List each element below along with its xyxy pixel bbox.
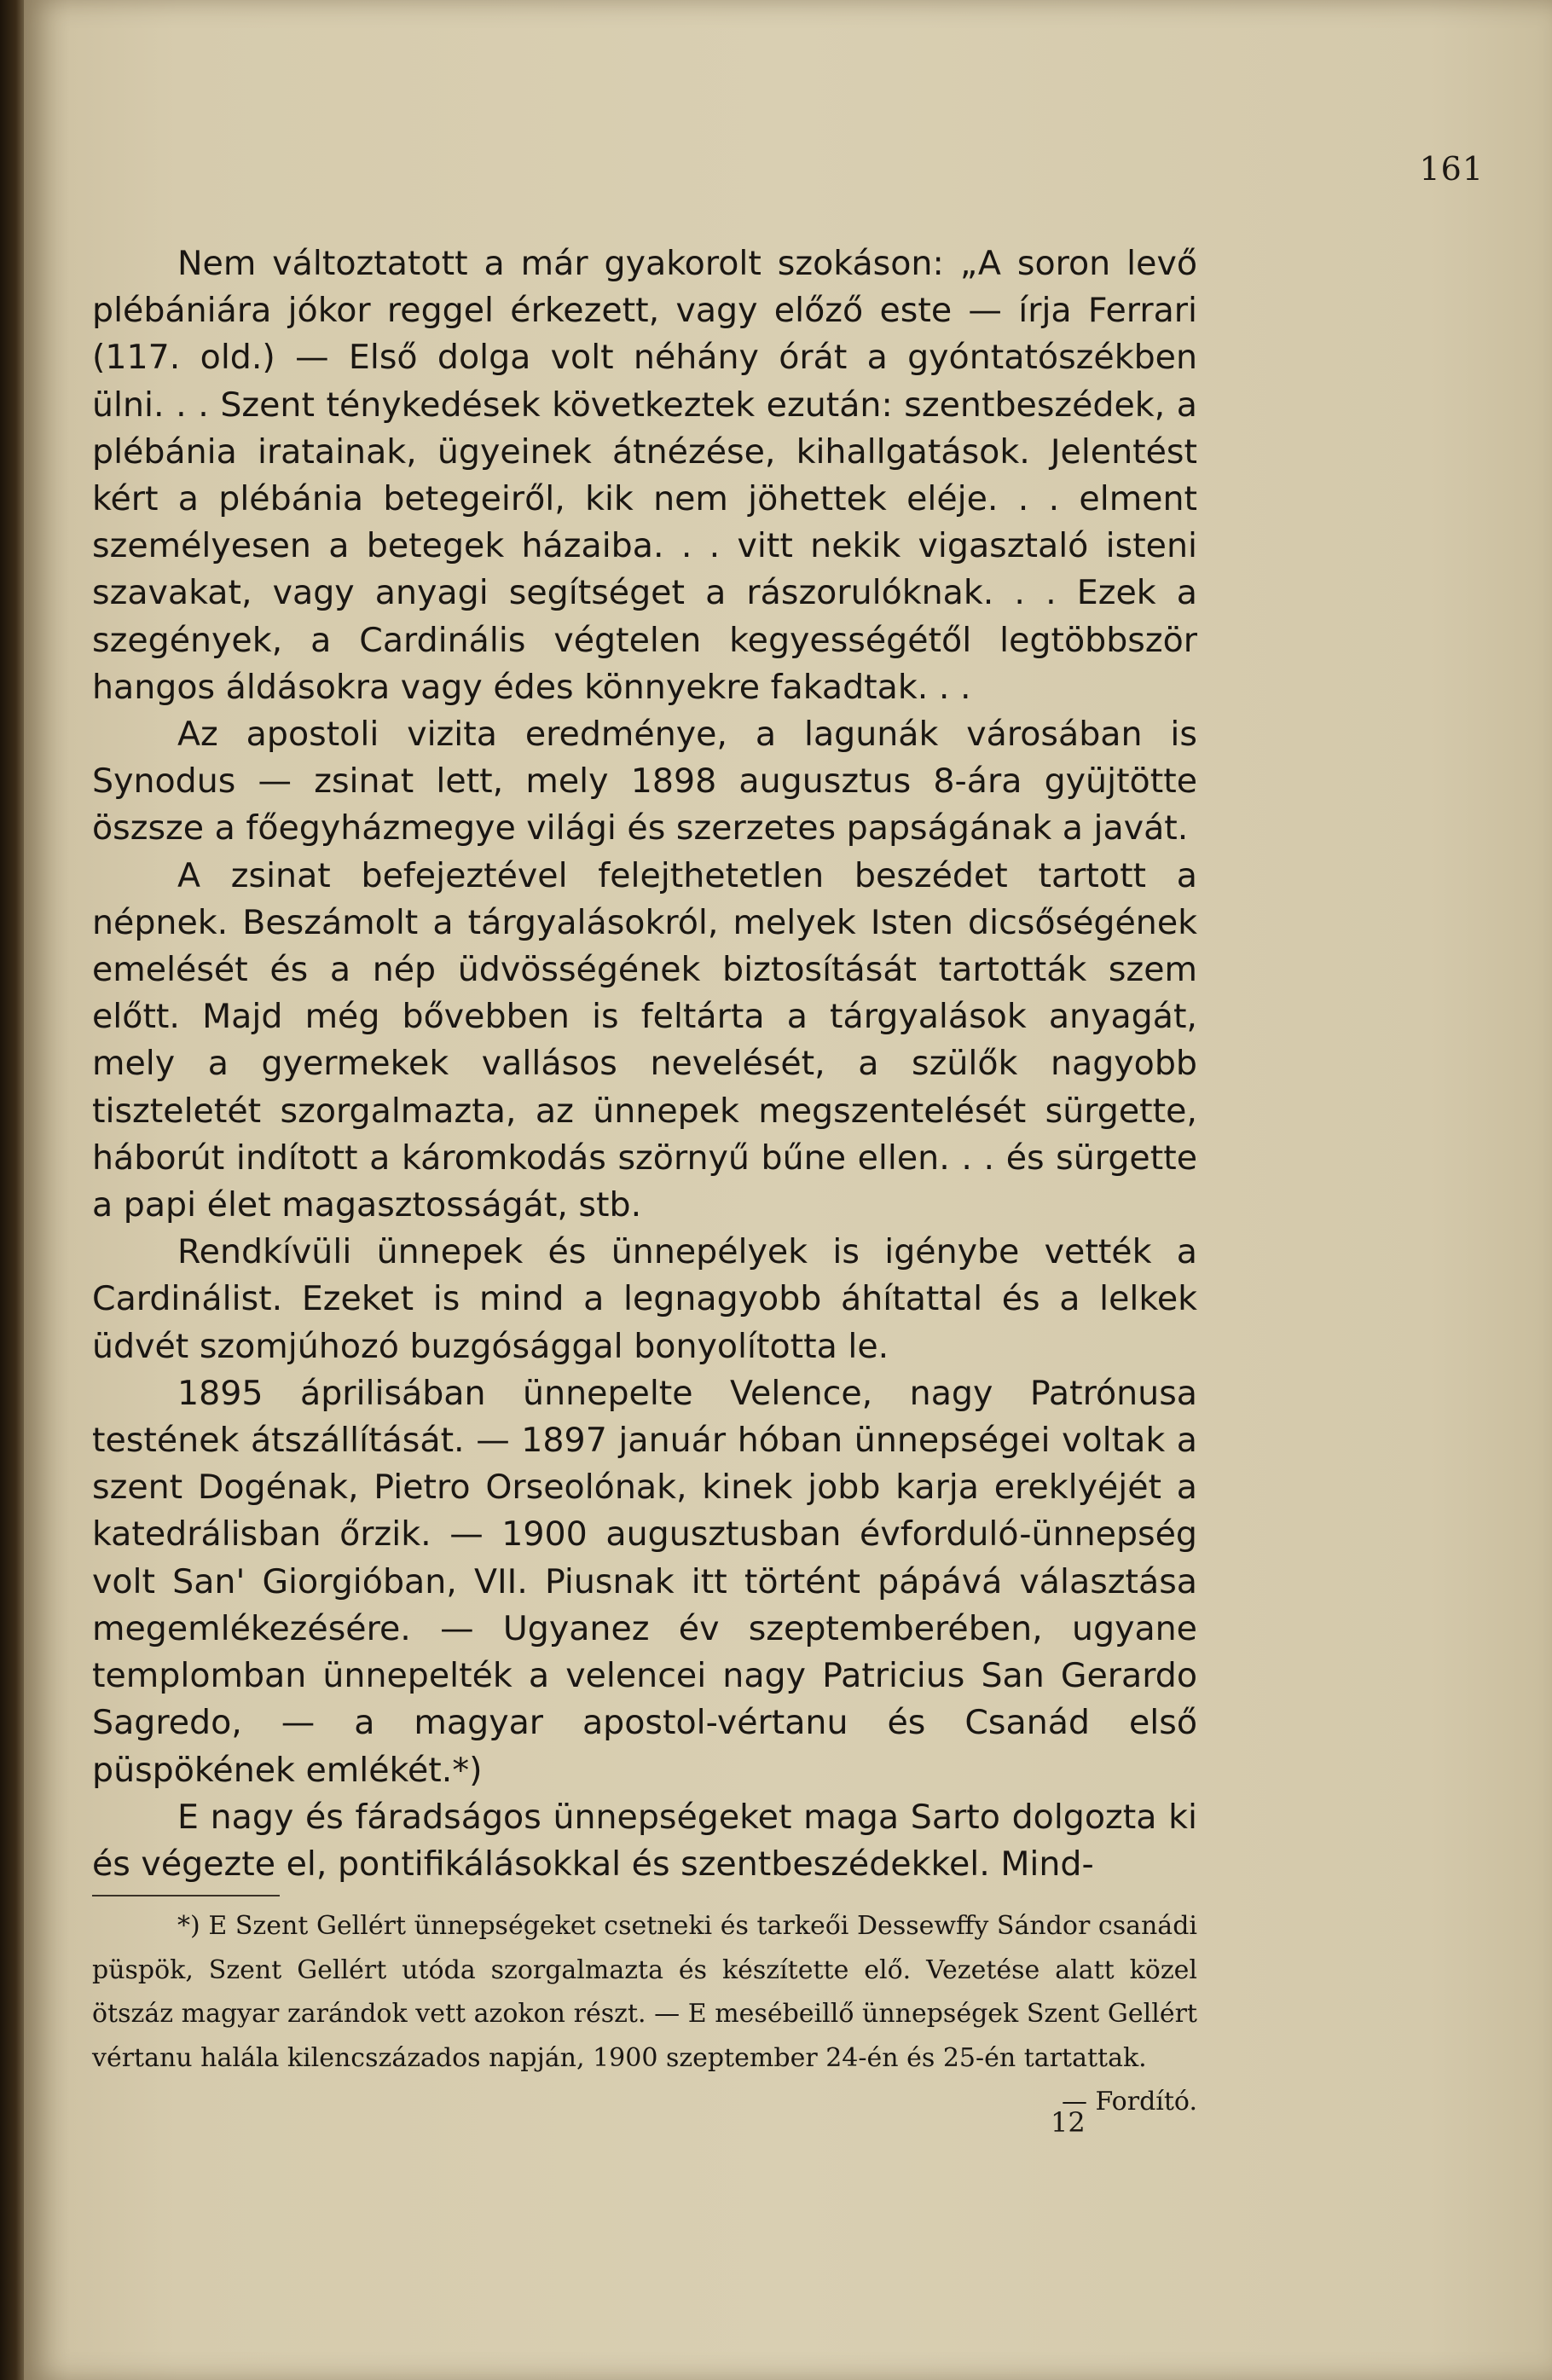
footnote-signature: — Fordító. bbox=[1061, 2087, 1197, 2117]
footnote-text: *) E Szent Gellért ünnepségeket csetneki és tarkeői Dessewffy Sándor csanádi püspök, Szent Gellért utóda szorgalmazta és készítette elő. Vezetése alatt közel ötszáz magyar zarándok vett azokon részt. — E mesébeillő ünnepségek Szent Gellért vértanu halála kilencszázados napján, 1900 szeptember 24-én és 25-én tartattak. bbox=[92, 1911, 1197, 2073]
paragraph-3: A zsinat befejeztével felejthetetlen beszédet tartott a népnek. Beszámolt a tárgyalásokról, melyek Isten dicsőségének emelését és a nép üdvösségének biztosítását tartották szem előtt. Majd még bővebben is feltárta a tárgyalások anyagát, mely a gyermekek vallásos nevelését, a szülők nagyobb tiszteletét szorgalmazta, az ünnepek megszentelését sürgette, háborút indított a káromkodás szörnyű bűne ellen. . . és sürgette a papi élet magasztosságát, stb. bbox=[92, 855, 1197, 1225]
printer-signature-mark: 12 bbox=[1051, 2106, 1086, 2139]
page-number: 161 bbox=[1419, 150, 1484, 188]
footnote bbox=[92, 1904, 1197, 2124]
paragraph-2: Az apostoli vizita eredménye, a lagunák városában is Synodus — zsinat lett, mely 1898 augusztus 8-ára gyüjtötte öszsze a főegyházmegye világi és szerzetes papságának a javát. bbox=[92, 715, 1197, 848]
paragraph-4: Rendkívüli ünnepek és ünnepélyek is igénybe vették a Cardinálist. Ezeket is mind a legnagyobb áhítattal és a lelkek üdvét szomjúhozó buzgósággal bonyolította le. bbox=[92, 1232, 1197, 1366]
paragraph-6: E nagy és fáradságos ünnepségeket maga Sarto dolgozta ki és végezte el, pontifikálásokkal és szentbeszédekkel. Mind- bbox=[92, 1797, 1197, 1884]
footnote-divider bbox=[92, 1895, 280, 1896]
paragraph-5: 1895 áprilisában ünnepelte Velence, nagy Patrónusa testének átszállítását. — 1897 január hóban ünnepségei voltak a szent Dogénak, Pietro Orseolónak, kinek jobb karja ereklyéjét a katedrálisban őrzik. — 1900 augusztusban évforduló-ünnepség volt San' Giorgióban, VII. Piusnak itt történt pápává választása megemlékezésére. — Ugyanez év szeptemberében, ugyane templomban ünnepelték a velencei nagy Patricius San Gerardo Sagredo, — a magyar apostol-vértanu és Csanád első püspökének emlékét.*) bbox=[92, 1373, 1197, 1790]
main-text bbox=[92, 240, 1197, 1888]
paragraph-1: Nem változtatott a már gyakorolt szokáson: „A soron levő plébániára jókor reggel érkezett, vagy előző este — írja Ferrari (117. old.) — Első dolga volt néhány órát a gyóntatószékben ülni. . . Szent ténykedések következtek ezután: szentbeszédek, a plébánia iratainak, ügyeinek átnézése, kihallgatások. Jelentést kért a plébánia betegeiről, kik nem jöhettek eléje. . . elment személyesen a betegek házaiba. . . vitt nekik vigasztaló isteni szavakat, vagy anyagi segítséget a rászorulóknak. . . Ezek a szegények, a Cardinális végtelen kegyességétől legtöbbször hangos áldásokra vagy édes könnyekre fakadtak. . . bbox=[92, 244, 1197, 707]
